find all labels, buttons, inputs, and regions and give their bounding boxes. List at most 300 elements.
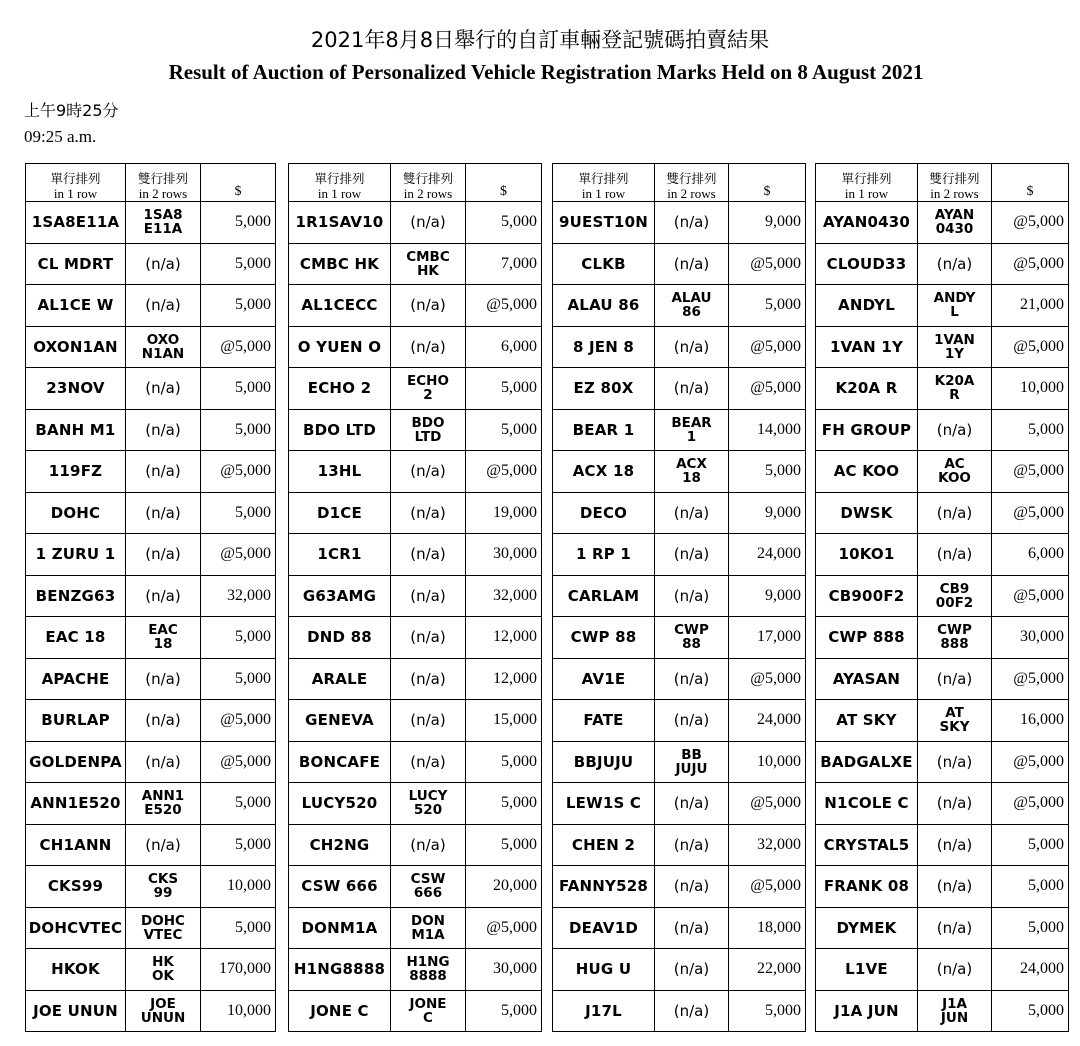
auction-price: 170,000 [201, 949, 276, 991]
double-row-line-1: (n/a) [673, 960, 710, 979]
double-row-line-2: E11A [143, 221, 183, 238]
double-row-line-1: (n/a) [936, 918, 973, 937]
header-double-en: in 2 rows [667, 186, 716, 201]
double-row-mark [918, 243, 992, 285]
header-double-cn: 雙行排列 [666, 171, 717, 186]
double-row-mark [391, 451, 466, 493]
double-row-mark [126, 492, 201, 534]
double-row-line-1: BDO [411, 414, 445, 431]
single-row-mark: JONE C [289, 990, 391, 1032]
auction-price: @5,000 [201, 741, 276, 783]
double-row-line-2: OK [152, 968, 174, 985]
auction-price: @5,000 [729, 866, 806, 908]
single-row-mark: CKS99 [26, 866, 126, 908]
auction-price: 5,000 [466, 824, 542, 866]
auction-price: 5,000 [201, 492, 276, 534]
table-row [553, 949, 806, 991]
single-row-mark: DEAV1D [553, 907, 655, 949]
double-row-line-1: (n/a) [145, 711, 181, 730]
double-row-mark [391, 741, 466, 783]
single-row-mark: ANN1E520 [26, 783, 126, 825]
double-row-line-1: (n/a) [410, 462, 446, 481]
auction-price: 30,000 [466, 949, 542, 991]
auction-price: 5,000 [992, 824, 1069, 866]
table-row [816, 534, 1069, 576]
double-row-line-1: (n/a) [673, 379, 710, 398]
double-row-line-1: (n/a) [673, 918, 710, 937]
table-row [553, 866, 806, 908]
auction-price: 18,000 [729, 907, 806, 949]
double-row-line-1: H1NG [406, 954, 450, 971]
double-row-line-1: (n/a) [936, 254, 973, 273]
double-row-mark [655, 326, 729, 368]
double-row-mark [126, 534, 201, 576]
double-row-line-2: E520 [144, 802, 182, 819]
single-row-mark: AL1CECC [289, 285, 391, 327]
table-row [553, 700, 806, 742]
table-row [26, 658, 276, 700]
auction-price: 17,000 [729, 617, 806, 659]
double-row-mark [918, 575, 992, 617]
table-row [289, 617, 542, 659]
single-row-mark: AYASAN [816, 658, 918, 700]
double-row-line-1: (n/a) [145, 420, 181, 439]
auction-price: 5,000 [201, 409, 276, 451]
double-row-line-1: (n/a) [410, 835, 446, 854]
double-row-mark [126, 617, 201, 659]
header-double-row [655, 164, 729, 202]
single-row-mark: CWP 888 [816, 617, 918, 659]
single-row-mark: CWP 88 [553, 617, 655, 659]
double-row-mark [655, 534, 729, 576]
table-row [816, 783, 1069, 825]
double-row-line-1: DON [411, 912, 445, 929]
table-row [26, 326, 276, 368]
double-row-line-1: (n/a) [673, 213, 710, 232]
double-row-mark [391, 575, 466, 617]
auction-price: @5,000 [992, 451, 1069, 493]
table-row [289, 700, 542, 742]
table-row [289, 990, 542, 1032]
double-row-mark [126, 824, 201, 866]
double-row-mark [126, 451, 201, 493]
single-row-mark: CSW 666 [289, 866, 391, 908]
double-row-line-1: (n/a) [410, 711, 446, 730]
double-row-mark [655, 990, 729, 1032]
auction-price: 5,000 [992, 409, 1069, 451]
double-row-mark [655, 492, 729, 534]
single-row-mark: CB900F2 [816, 575, 918, 617]
double-row-line-2: KOO [938, 470, 971, 487]
single-row-mark: GENEVA [289, 700, 391, 742]
header-double-cn: 雙行排列 [929, 171, 980, 186]
auction-price: @5,000 [992, 202, 1069, 244]
table-row [553, 368, 806, 410]
table-row [553, 326, 806, 368]
single-row-mark: JOE UNUN [26, 990, 126, 1032]
double-row-line-2: 00F2 [935, 594, 974, 611]
single-row-mark: ANDYL [816, 285, 918, 327]
auction-price: 5,000 [466, 783, 542, 825]
double-row-mark [126, 409, 201, 451]
double-row-line-1: (n/a) [145, 669, 181, 688]
header-price: $ [201, 164, 276, 202]
double-row-line-2: VTEC [143, 926, 183, 943]
table-row [816, 658, 1069, 700]
double-row-line-1: (n/a) [673, 503, 710, 522]
auction-price: 20,000 [466, 866, 542, 908]
double-row-mark [126, 907, 201, 949]
single-row-mark: 1 RP 1 [553, 534, 655, 576]
single-row-mark: CRYSTAL5 [816, 824, 918, 866]
auction-price: 15,000 [466, 700, 542, 742]
double-row-line-1: (n/a) [145, 586, 181, 605]
double-row-mark [918, 368, 992, 410]
double-row-mark [126, 658, 201, 700]
double-row-line-1: LUCY [408, 788, 448, 805]
table-row [816, 741, 1069, 783]
double-row-mark [918, 451, 992, 493]
auction-price: 5,000 [201, 285, 276, 327]
single-row-mark: AC KOO [816, 451, 918, 493]
table-row [26, 285, 276, 327]
double-row-mark [918, 534, 992, 576]
single-row-mark: EAC 18 [26, 617, 126, 659]
auction-price: 10,000 [201, 990, 276, 1032]
single-row-mark: BENZG63 [26, 575, 126, 617]
single-row-mark: DYMEK [816, 907, 918, 949]
double-row-line-1: (n/a) [673, 835, 710, 854]
single-row-mark: BURLAP [26, 700, 126, 742]
double-row-mark [918, 202, 992, 244]
single-row-mark: AYAN0430 [816, 202, 918, 244]
double-row-mark [126, 243, 201, 285]
double-row-line-2: JUN [940, 1009, 969, 1026]
double-row-line-1: (n/a) [936, 835, 973, 854]
double-row-mark [655, 409, 729, 451]
table-row [289, 451, 542, 493]
table-row [553, 907, 806, 949]
table-row [816, 492, 1069, 534]
auction-price: 32,000 [466, 575, 542, 617]
single-row-mark: CLOUD33 [816, 243, 918, 285]
table-row [26, 409, 276, 451]
double-row-mark [655, 907, 729, 949]
double-row-line-2: HK [417, 262, 439, 279]
double-row-line-1: (n/a) [936, 752, 973, 771]
table-row [553, 741, 806, 783]
table-row [289, 409, 542, 451]
single-row-mark: 1 ZURU 1 [26, 534, 126, 576]
table-row [816, 990, 1069, 1032]
table-row [26, 617, 276, 659]
table-header-row [26, 164, 276, 202]
double-row-line-1: JONE [409, 995, 447, 1012]
double-row-line-1: (n/a) [673, 586, 710, 605]
double-row-mark [918, 326, 992, 368]
table-row [26, 575, 276, 617]
single-row-mark: BONCAFE [289, 741, 391, 783]
auction-price: 5,000 [992, 907, 1069, 949]
auction-price: @5,000 [201, 326, 276, 368]
auction-price: 10,000 [992, 368, 1069, 410]
header-single-en: in 1 row [53, 186, 98, 201]
single-row-mark: CMBC HK [289, 243, 391, 285]
auction-price: @5,000 [992, 326, 1069, 368]
double-row-line-1: J1A [942, 995, 967, 1012]
table-row [26, 202, 276, 244]
double-row-line-1: (n/a) [145, 835, 181, 854]
table-row [289, 492, 542, 534]
double-row-line-2: L [950, 304, 959, 321]
double-row-mark [655, 700, 729, 742]
auction-price: 5,000 [466, 202, 542, 244]
auction-price: @5,000 [992, 575, 1069, 617]
single-row-mark: DWSK [816, 492, 918, 534]
header-single-cn: 單行排列 [314, 171, 365, 186]
double-row-line-1: (n/a) [145, 254, 181, 273]
double-row-line-1: CKS [147, 871, 179, 888]
single-row-mark: LUCY520 [289, 783, 391, 825]
single-row-mark: 9UEST10N [553, 202, 655, 244]
auction-price: 9,000 [729, 575, 806, 617]
table-row [553, 824, 806, 866]
single-row-mark: ECHO 2 [289, 368, 391, 410]
double-row-line-1: (n/a) [410, 669, 446, 688]
double-row-line-2: 1Y [944, 345, 965, 362]
table-row [289, 326, 542, 368]
table-row [289, 368, 542, 410]
table-row [26, 534, 276, 576]
single-row-mark: AL1CE W [26, 285, 126, 327]
header-double-en: in 2 rows [403, 186, 453, 201]
double-row-line-1: CSW [410, 871, 446, 888]
table-row [289, 534, 542, 576]
single-row-mark: FH GROUP [816, 409, 918, 451]
auction-price: @5,000 [729, 326, 806, 368]
double-row-line-2: 8888 [409, 968, 447, 985]
single-row-mark: K20A R [816, 368, 918, 410]
table-row [816, 326, 1069, 368]
double-row-line-1: 1VAN [934, 331, 975, 348]
single-row-mark: J17L [553, 990, 655, 1032]
single-row-mark: CH1ANN [26, 824, 126, 866]
table-row [26, 866, 276, 908]
single-row-mark: EZ 80X [553, 368, 655, 410]
header-double-row [918, 164, 992, 202]
double-row-line-1: (n/a) [673, 877, 710, 896]
double-row-line-1: HK [152, 954, 174, 971]
table-row [289, 202, 542, 244]
table-row [553, 783, 806, 825]
double-row-line-1: (n/a) [936, 420, 973, 439]
single-row-mark: 119FZ [26, 451, 126, 493]
page-title-chinese: 2021年8月8日舉行的自訂車輛登記號碼拍賣結果 [310, 28, 770, 52]
double-row-mark [126, 700, 201, 742]
auction-price: 9,000 [729, 492, 806, 534]
double-row-line-1: CWP [674, 622, 709, 639]
table-row [289, 575, 542, 617]
double-row-line-1: CB9 [939, 580, 970, 597]
double-row-line-2: C [423, 1009, 433, 1026]
table-row [553, 243, 806, 285]
double-row-line-1: ECHO [407, 373, 449, 390]
double-row-line-1: BEAR [671, 414, 712, 431]
single-row-mark: DND 88 [289, 617, 391, 659]
double-row-line-1: (n/a) [673, 794, 710, 813]
double-row-line-1: (n/a) [410, 337, 446, 356]
double-row-line-1: (n/a) [936, 503, 973, 522]
double-row-line-2: 520 [413, 802, 443, 819]
single-row-mark: 13HL [289, 451, 391, 493]
header-double-cn: 雙行排列 [402, 171, 453, 186]
table-row [553, 534, 806, 576]
single-row-mark: 1SA8E11A [26, 202, 126, 244]
table-row [816, 824, 1069, 866]
single-row-mark: 8 JEN 8 [553, 326, 655, 368]
double-row-line-1: (n/a) [936, 545, 973, 564]
double-row-line-2: 18 [682, 470, 701, 487]
auction-price: @5,000 [201, 451, 276, 493]
double-row-mark [655, 866, 729, 908]
single-row-mark: BEAR 1 [553, 409, 655, 451]
single-row-mark: CH2NG [289, 824, 391, 866]
auction-price: @5,000 [992, 783, 1069, 825]
auction-price: 10,000 [201, 866, 276, 908]
table-row [553, 617, 806, 659]
auction-price: @5,000 [466, 285, 542, 327]
double-row-line-2: N1AN [141, 345, 185, 362]
auction-price: @5,000 [729, 783, 806, 825]
double-row-mark [918, 824, 992, 866]
double-row-line-1: EAC [148, 622, 178, 639]
double-row-line-2: 666 [413, 885, 443, 902]
double-row-mark [918, 783, 992, 825]
table-row [26, 492, 276, 534]
auction-price: 9,000 [729, 202, 806, 244]
double-row-mark [391, 243, 466, 285]
single-row-mark: 23NOV [26, 368, 126, 410]
header-single-en: in 1 row [581, 186, 626, 201]
auction-price: @5,000 [729, 368, 806, 410]
auction-price: 5,000 [201, 824, 276, 866]
single-row-mark: G63AMG [289, 575, 391, 617]
auction-price: 16,000 [992, 700, 1069, 742]
double-row-line-1: (n/a) [936, 794, 973, 813]
double-row-mark [126, 326, 201, 368]
double-row-mark [391, 617, 466, 659]
page-title-english: Result of Auction of Personalized Vehicle Registration Marks Held on 8 August 2021 [168, 60, 924, 84]
double-row-mark [918, 492, 992, 534]
table-row [816, 949, 1069, 991]
double-row-mark [391, 907, 466, 949]
double-row-line-1: (n/a) [673, 254, 710, 273]
double-row-line-1: (n/a) [936, 877, 973, 896]
auction-price: 14,000 [729, 409, 806, 451]
auction-price: @5,000 [992, 492, 1069, 534]
single-row-mark: APACHE [26, 658, 126, 700]
single-row-mark: OXON1AN [26, 326, 126, 368]
single-row-mark: FRANK 08 [816, 866, 918, 908]
single-row-mark: BANH M1 [26, 409, 126, 451]
table-row [553, 990, 806, 1032]
table-row [289, 949, 542, 991]
single-row-mark: DONM1A [289, 907, 391, 949]
double-row-line-2: R [949, 387, 960, 404]
results-table-3 [552, 163, 806, 1032]
auction-price: 5,000 [466, 409, 542, 451]
auction-price: 5,000 [992, 866, 1069, 908]
double-row-line-2: UNUN [140, 1009, 186, 1026]
table-row [289, 824, 542, 866]
double-row-line-1: (n/a) [145, 503, 181, 522]
header-price: $ [466, 164, 542, 202]
double-row-mark [655, 658, 729, 700]
single-row-mark: AT SKY [816, 700, 918, 742]
double-row-mark [918, 285, 992, 327]
double-row-mark [126, 949, 201, 991]
double-row-mark [126, 368, 201, 410]
auction-price: 24,000 [729, 534, 806, 576]
single-row-mark: LEW1S C [553, 783, 655, 825]
double-row-mark [918, 949, 992, 991]
single-row-mark: HUG U [553, 949, 655, 991]
double-row-line-1: (n/a) [145, 379, 181, 398]
single-row-mark: O YUEN O [289, 326, 391, 368]
double-row-mark [391, 534, 466, 576]
auction-price: @5,000 [729, 658, 806, 700]
auction-price: 5,000 [201, 202, 276, 244]
single-row-mark: BDO LTD [289, 409, 391, 451]
auction-price: 32,000 [201, 575, 276, 617]
double-row-line-1: (n/a) [410, 628, 446, 647]
table-row [289, 658, 542, 700]
auction-price: 19,000 [466, 492, 542, 534]
auction-price: 5,000 [201, 617, 276, 659]
table-row [26, 741, 276, 783]
single-row-mark: FATE [553, 700, 655, 742]
table-row [289, 741, 542, 783]
double-row-mark [655, 368, 729, 410]
table-header-row [816, 164, 1069, 202]
double-row-line-1: (n/a) [410, 296, 446, 315]
table-row [26, 783, 276, 825]
double-row-mark [655, 451, 729, 493]
double-row-line-1: 1SA8 [143, 207, 183, 224]
single-row-mark: DECO [553, 492, 655, 534]
table-row [26, 990, 276, 1032]
table-row [553, 409, 806, 451]
double-row-mark [126, 202, 201, 244]
double-row-line-2: 88 [682, 636, 701, 653]
table-row [26, 243, 276, 285]
auction-price: 5,000 [201, 368, 276, 410]
double-row-mark [918, 866, 992, 908]
double-row-mark [655, 617, 729, 659]
header-single-row [553, 164, 655, 202]
results-table-1 [25, 163, 276, 1032]
double-row-mark [391, 990, 466, 1032]
double-row-line-1: (n/a) [410, 503, 446, 522]
single-row-mark: HKOK [26, 949, 126, 991]
table-row [26, 451, 276, 493]
auction-price: 12,000 [466, 617, 542, 659]
double-row-line-1: (n/a) [410, 586, 446, 605]
table-row [289, 285, 542, 327]
auction-price: 5,000 [466, 368, 542, 410]
table-row [289, 243, 542, 285]
double-row-line-1: (n/a) [673, 545, 710, 564]
